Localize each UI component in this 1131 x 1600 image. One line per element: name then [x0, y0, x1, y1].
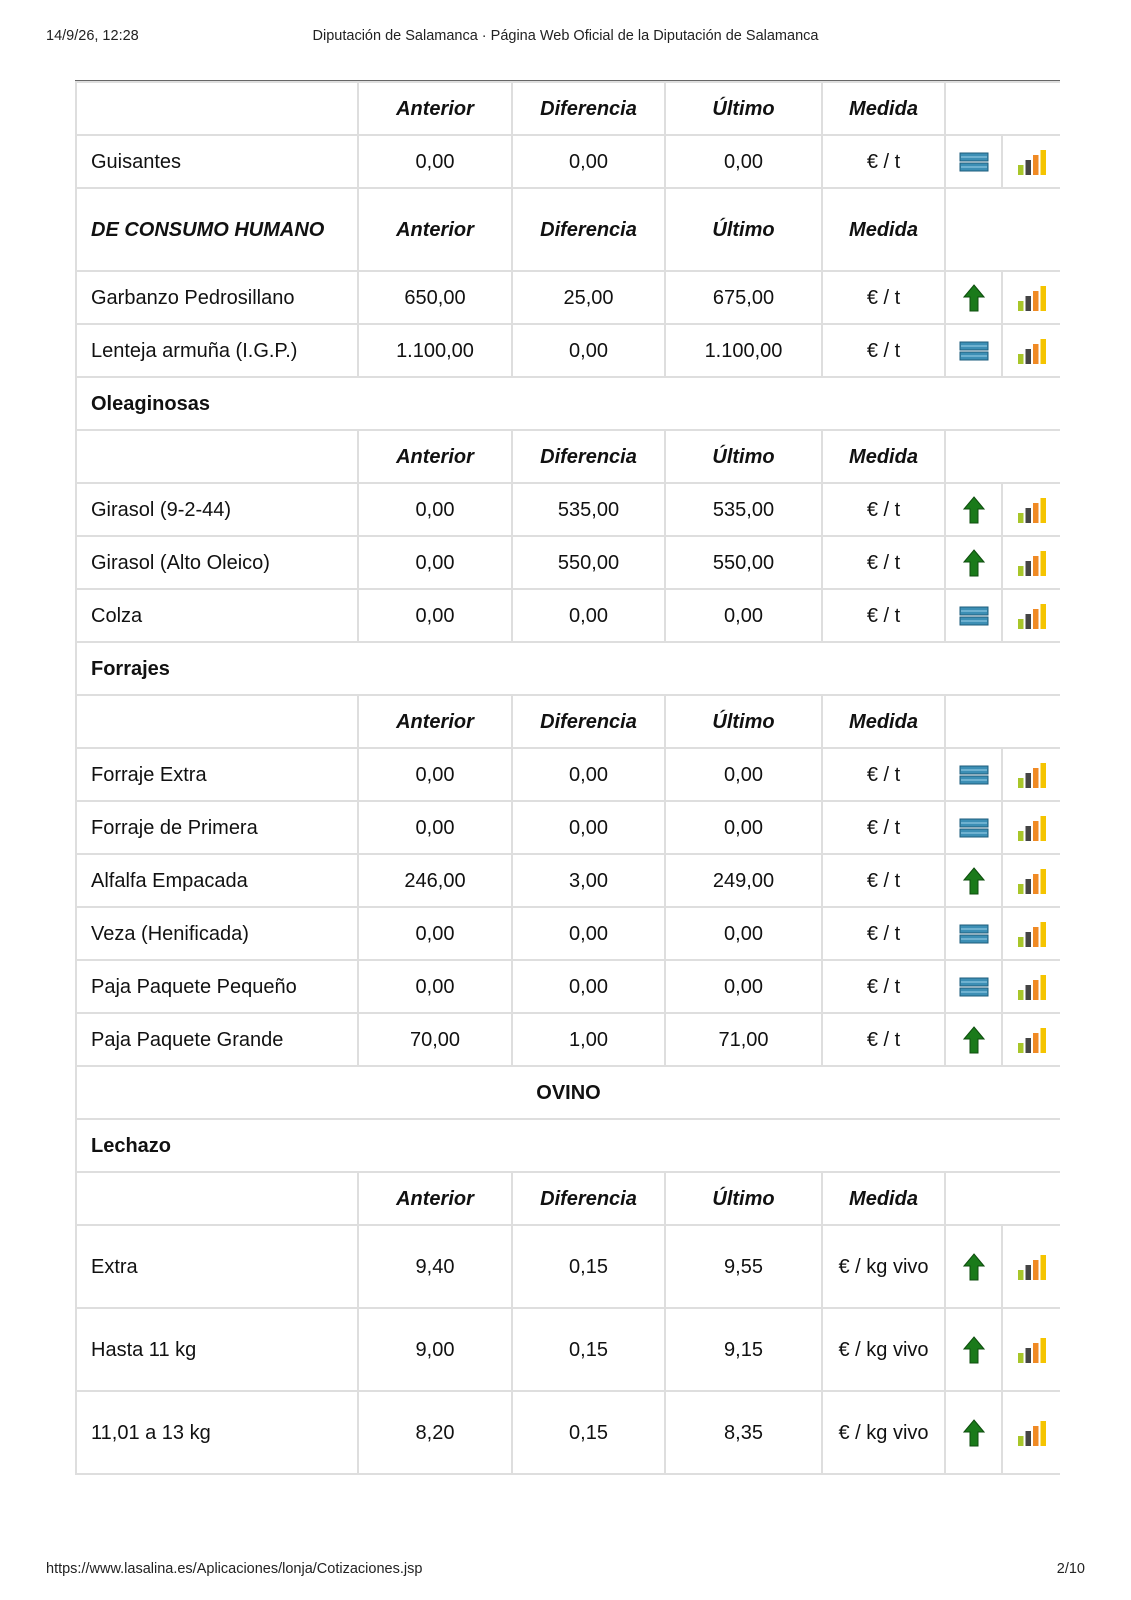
- ultimo-value: 249,00: [665, 854, 822, 907]
- diferencia-value: 0,00: [512, 960, 665, 1013]
- diferencia-value: 0,00: [512, 801, 665, 854]
- print-header: [46, 28, 1085, 48]
- table-row: [76, 960, 1060, 1013]
- header-ultimo: Último: [665, 695, 822, 748]
- header-label: [76, 430, 358, 483]
- trend-up-icon: [945, 483, 1002, 536]
- section-title: Forrajes: [76, 642, 1060, 695]
- header-medida: Medida: [822, 188, 945, 271]
- table-row: [76, 854, 1060, 907]
- medida-value: € / t: [822, 960, 945, 1013]
- product-name: Guisantes: [76, 135, 358, 188]
- product-name: Alfalfa Empacada: [76, 854, 358, 907]
- medida-value: € / t: [822, 483, 945, 536]
- quotations-table: [75, 81, 1060, 1475]
- history-chart-icon[interactable]: [1002, 536, 1060, 589]
- anterior-value: 1.100,00: [358, 324, 512, 377]
- diferencia-value: 0,00: [512, 907, 665, 960]
- history-chart-icon[interactable]: [1002, 1308, 1060, 1391]
- column-header-row: [76, 695, 1060, 748]
- trend-up-icon: [945, 1225, 1002, 1308]
- product-name: Forraje de Primera: [76, 801, 358, 854]
- medida-value: € / t: [822, 324, 945, 377]
- trend-equal-icon: [945, 801, 1002, 854]
- history-chart-icon[interactable]: [1002, 1391, 1060, 1474]
- product-name: Girasol (Alto Oleico): [76, 536, 358, 589]
- diferencia-value: 0,15: [512, 1391, 665, 1474]
- anterior-value: 0,00: [358, 748, 512, 801]
- print-footer: [46, 1561, 1085, 1581]
- table-row: [76, 536, 1060, 589]
- medida-value: € / t: [822, 1013, 945, 1066]
- product-name: Lenteja armuña (I.G.P.): [76, 324, 358, 377]
- header-empty-cell: [945, 188, 1060, 271]
- medida-value: € / kg vivo: [822, 1308, 945, 1391]
- anterior-value: 70,00: [358, 1013, 512, 1066]
- diferencia-value: 1,00: [512, 1013, 665, 1066]
- anterior-value: 0,00: [358, 589, 512, 642]
- table-row: [76, 1391, 1060, 1474]
- table-row: [76, 1225, 1060, 1308]
- header-diferencia: Diferencia: [512, 1172, 665, 1225]
- history-chart-icon[interactable]: [1002, 854, 1060, 907]
- trend-up-icon: [945, 536, 1002, 589]
- trend-up-icon: [945, 854, 1002, 907]
- header-medida: Medida: [822, 82, 945, 135]
- history-chart-icon[interactable]: [1002, 135, 1060, 188]
- ultimo-value: 0,00: [665, 135, 822, 188]
- ultimo-value: 535,00: [665, 483, 822, 536]
- print-page-number: 2/10: [1056, 1561, 1085, 1577]
- medida-value: € / t: [822, 854, 945, 907]
- anterior-value: 9,00: [358, 1308, 512, 1391]
- anterior-value: 0,00: [358, 907, 512, 960]
- section-row: [76, 642, 1060, 695]
- quotations-table-body: [76, 82, 1060, 1474]
- header-anterior: Anterior: [358, 430, 512, 483]
- product-name: Extra: [76, 1225, 358, 1308]
- table-row: [76, 801, 1060, 854]
- medida-value: € / t: [822, 907, 945, 960]
- ultimo-value: 0,00: [665, 960, 822, 1013]
- product-name: 11,01 a 13 kg: [76, 1391, 358, 1474]
- section-row: [76, 1119, 1060, 1172]
- column-header-row: [76, 82, 1060, 135]
- section-title: Lechazo: [76, 1119, 1060, 1172]
- section-row: [76, 377, 1060, 430]
- header-anterior: Anterior: [358, 1172, 512, 1225]
- header-empty-cell: [945, 695, 1060, 748]
- header-label: [76, 82, 358, 135]
- ultimo-value: 675,00: [665, 271, 822, 324]
- history-chart-icon[interactable]: [1002, 748, 1060, 801]
- print-page-title: Diputación de Salamanca · Página Web Oficial de la Diputación de Salamanca: [312, 28, 819, 44]
- ultimo-value: 8,35: [665, 1391, 822, 1474]
- header-ultimo: Último: [665, 188, 822, 271]
- category-row: [76, 1066, 1060, 1119]
- header-anterior: Anterior: [358, 188, 512, 271]
- header-anterior: Anterior: [358, 695, 512, 748]
- diferencia-value: 25,00: [512, 271, 665, 324]
- trend-equal-icon: [945, 748, 1002, 801]
- history-chart-icon[interactable]: [1002, 960, 1060, 1013]
- history-chart-icon[interactable]: [1002, 483, 1060, 536]
- product-name: Paja Paquete Grande: [76, 1013, 358, 1066]
- header-diferencia: Diferencia: [512, 695, 665, 748]
- header-label: [76, 1172, 358, 1225]
- diferencia-value: 0,00: [512, 748, 665, 801]
- anterior-value: 0,00: [358, 536, 512, 589]
- ultimo-value: 9,15: [665, 1308, 822, 1391]
- medida-value: € / t: [822, 135, 945, 188]
- diferencia-value: 535,00: [512, 483, 665, 536]
- history-chart-icon[interactable]: [1002, 324, 1060, 377]
- medida-value: € / t: [822, 748, 945, 801]
- history-chart-icon[interactable]: [1002, 589, 1060, 642]
- column-header-row: [76, 188, 1060, 271]
- medida-value: € / kg vivo: [822, 1391, 945, 1474]
- medida-value: € / t: [822, 589, 945, 642]
- anterior-value: 650,00: [358, 271, 512, 324]
- table-row: [76, 748, 1060, 801]
- print-url: https://www.lasalina.es/Aplicaciones/lonja/Cotizaciones.jsp: [46, 1561, 423, 1577]
- trend-equal-icon: [945, 135, 1002, 188]
- ultimo-value: 0,00: [665, 589, 822, 642]
- medida-value: € / t: [822, 271, 945, 324]
- header-diferencia: Diferencia: [512, 188, 665, 271]
- header-empty-cell: [945, 430, 1060, 483]
- trend-equal-icon: [945, 589, 1002, 642]
- header-empty-cell: [945, 82, 1060, 135]
- product-name: Colza: [76, 589, 358, 642]
- section-title: Oleaginosas: [76, 377, 1060, 430]
- header-label: [76, 695, 358, 748]
- column-header-row: [76, 430, 1060, 483]
- trend-up-icon: [945, 1013, 1002, 1066]
- table-row: [76, 589, 1060, 642]
- header-medida: Medida: [822, 430, 945, 483]
- diferencia-value: 550,00: [512, 536, 665, 589]
- header-empty-cell: [945, 1172, 1060, 1225]
- history-chart-icon[interactable]: [1002, 801, 1060, 854]
- diferencia-value: 0,00: [512, 324, 665, 377]
- diferencia-value: 0,15: [512, 1308, 665, 1391]
- table-row: [76, 324, 1060, 377]
- history-chart-icon[interactable]: [1002, 1013, 1060, 1066]
- column-header-row: [76, 1172, 1060, 1225]
- history-chart-icon[interactable]: [1002, 907, 1060, 960]
- header-ultimo: Último: [665, 430, 822, 483]
- table-row: [76, 135, 1060, 188]
- history-chart-icon[interactable]: [1002, 271, 1060, 324]
- ultimo-value: 0,00: [665, 801, 822, 854]
- trend-up-icon: [945, 271, 1002, 324]
- trend-up-icon: [945, 1391, 1002, 1474]
- ultimo-value: 550,00: [665, 536, 822, 589]
- table-row: [76, 1308, 1060, 1391]
- trend-equal-icon: [945, 324, 1002, 377]
- header-medida: Medida: [822, 1172, 945, 1225]
- medida-value: € / t: [822, 536, 945, 589]
- ultimo-value: 71,00: [665, 1013, 822, 1066]
- anterior-value: 0,00: [358, 960, 512, 1013]
- header-diferencia: Diferencia: [512, 82, 665, 135]
- anterior-value: 0,00: [358, 135, 512, 188]
- anterior-value: 9,40: [358, 1225, 512, 1308]
- header-ultimo: Último: [665, 82, 822, 135]
- diferencia-value: 3,00: [512, 854, 665, 907]
- product-name: Hasta 11 kg: [76, 1308, 358, 1391]
- print-datetime: 14/9/26, 12:28: [46, 28, 139, 44]
- table-row: [76, 483, 1060, 536]
- anterior-value: 0,00: [358, 483, 512, 536]
- header-medida: Medida: [822, 695, 945, 748]
- product-name: Garbanzo Pedrosillano: [76, 271, 358, 324]
- quotations-table-container: [75, 81, 1060, 1515]
- product-name: Veza (Henificada): [76, 907, 358, 960]
- medida-value: € / t: [822, 801, 945, 854]
- table-row: [76, 271, 1060, 324]
- diferencia-value: 0,00: [512, 589, 665, 642]
- header-diferencia: Diferencia: [512, 430, 665, 483]
- diferencia-value: 0,00: [512, 135, 665, 188]
- header-label: DE CONSUMO HUMANO: [76, 188, 358, 271]
- history-chart-icon[interactable]: [1002, 1225, 1060, 1308]
- product-name: Paja Paquete Pequeño: [76, 960, 358, 1013]
- trend-equal-icon: [945, 907, 1002, 960]
- medida-value: € / kg vivo: [822, 1225, 945, 1308]
- product-name: Forraje Extra: [76, 748, 358, 801]
- table-row: [76, 1013, 1060, 1066]
- product-name: Girasol (9-2-44): [76, 483, 358, 536]
- header-anterior: Anterior: [358, 82, 512, 135]
- ultimo-value: 0,00: [665, 907, 822, 960]
- ultimo-value: 1.100,00: [665, 324, 822, 377]
- ultimo-value: 9,55: [665, 1225, 822, 1308]
- anterior-value: 0,00: [358, 801, 512, 854]
- anterior-value: 246,00: [358, 854, 512, 907]
- category-title: OVINO: [76, 1066, 1060, 1119]
- trend-equal-icon: [945, 960, 1002, 1013]
- diferencia-value: 0,15: [512, 1225, 665, 1308]
- header-ultimo: Último: [665, 1172, 822, 1225]
- table-row: [76, 907, 1060, 960]
- anterior-value: 8,20: [358, 1391, 512, 1474]
- ultimo-value: 0,00: [665, 748, 822, 801]
- trend-up-icon: [945, 1308, 1002, 1391]
